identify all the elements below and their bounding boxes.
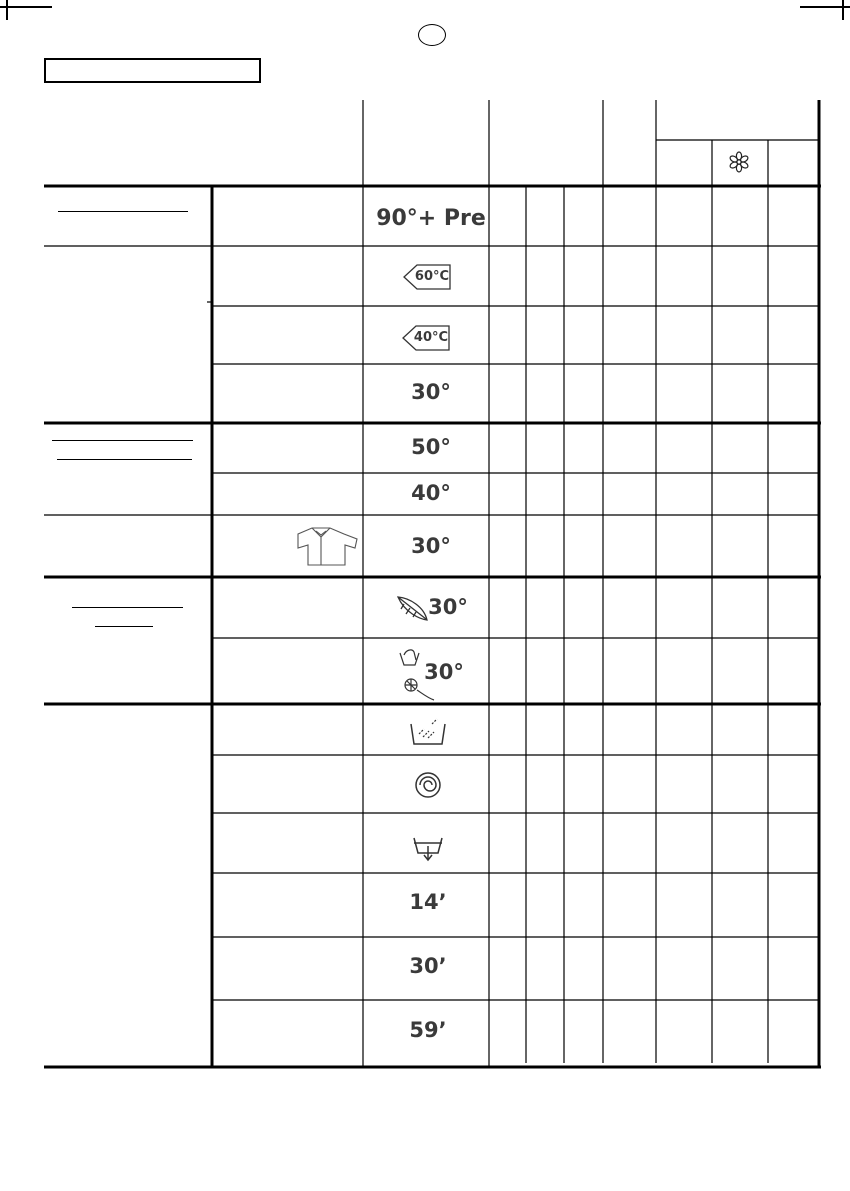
shirt-icon bbox=[298, 528, 357, 565]
group-heading-5-line-2 bbox=[95, 626, 153, 627]
drain-icon bbox=[414, 838, 442, 860]
spin-icon bbox=[416, 773, 440, 797]
symbol-90-pre: 90°+ Pre bbox=[376, 206, 486, 231]
group-heading-3-line-2 bbox=[57, 459, 192, 460]
group-heading-5-line-1 bbox=[72, 607, 183, 608]
symbol-60c: 60°C bbox=[414, 269, 450, 284]
symbol-30min: 30’ bbox=[409, 954, 447, 978]
feather-icon bbox=[398, 597, 427, 620]
symbol-59min: 59’ bbox=[409, 1018, 447, 1042]
symbol-30-b: 30° bbox=[411, 534, 451, 558]
group-heading-3-line-1 bbox=[52, 440, 193, 441]
symbol-50: 50° bbox=[411, 435, 451, 459]
symbol-40: 40° bbox=[411, 481, 451, 505]
symbol-40c: 40°C bbox=[413, 330, 449, 345]
symbol-30-delicate: 30° bbox=[428, 595, 468, 619]
group-heading-1-line-1 bbox=[58, 211, 188, 212]
snowflake-flower-icon bbox=[729, 152, 749, 172]
symbol-30-wool: 30° bbox=[424, 660, 464, 684]
symbol-30-a: 30° bbox=[411, 380, 451, 404]
rinse-icon bbox=[411, 719, 445, 744]
symbol-14min: 14’ bbox=[409, 890, 447, 914]
